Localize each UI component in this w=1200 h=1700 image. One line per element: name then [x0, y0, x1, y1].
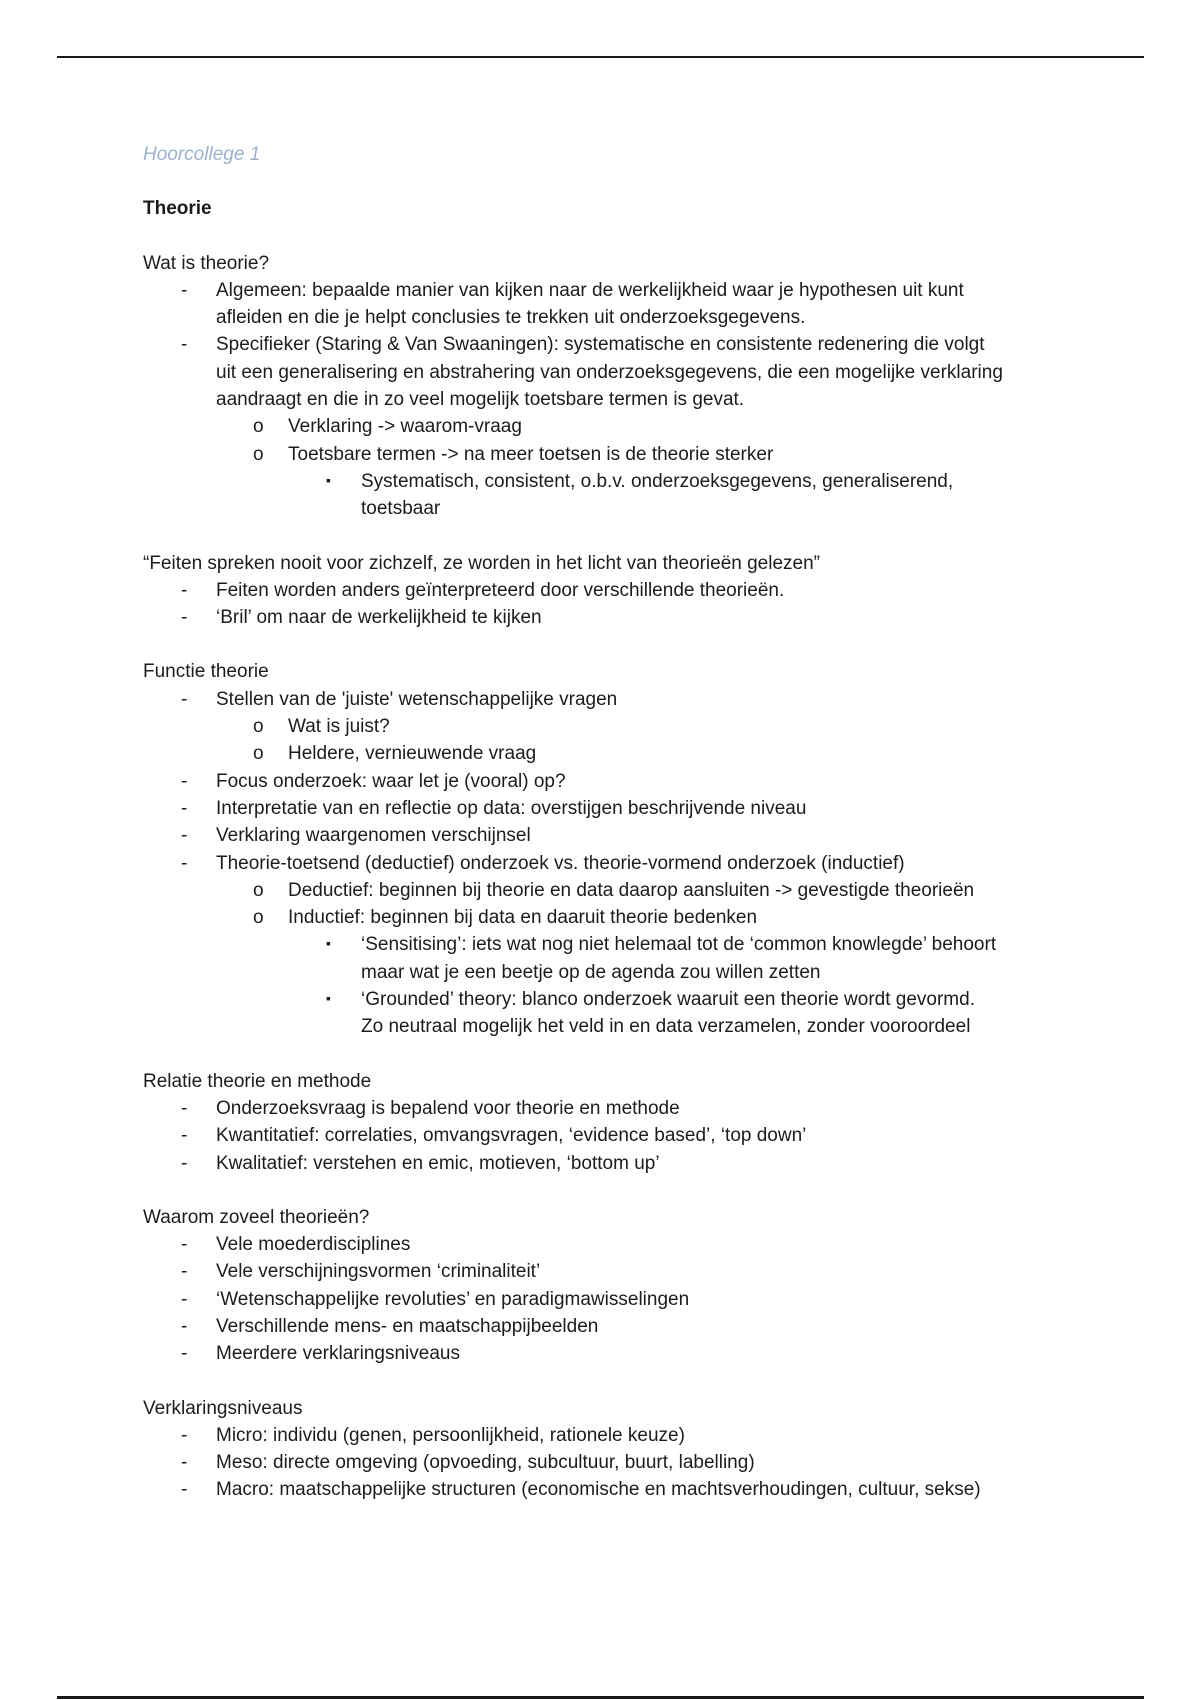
list-item [143, 850, 1103, 877]
spacer [143, 631, 1103, 658]
list-item-text: Focus onderzoek: waar let je (vooral) op? [216, 770, 566, 792]
list-item [143, 1122, 1103, 1149]
list-item [143, 1449, 1103, 1476]
bullet-marker: - [181, 1343, 188, 1365]
list-item-text: Inductief: beginnen bij data en daaruit theorie bedenken [288, 907, 758, 929]
list-item [143, 468, 1103, 523]
list-item-text: ‘Sensitising’: iets wat nog niet helemaal tot de ‘common knowlegde’ behoort [361, 934, 997, 956]
list-item [143, 1258, 1103, 1285]
list-item-text: Verklaring -> waarom-vraag [288, 416, 522, 438]
section [143, 658, 1103, 1040]
list-item [143, 1476, 1103, 1503]
bullet-marker: o [253, 716, 264, 738]
bullet-marker: - [181, 770, 188, 792]
list-item-text: uit een generalisering en abstrahering van onderzoeksgegevens, die een mogelijke verklaring [216, 361, 1003, 383]
bullet-marker: - [181, 607, 188, 629]
main-heading: Theorie [143, 198, 212, 220]
bullet-marker: - [181, 1261, 188, 1283]
bullet-marker: o [253, 443, 264, 465]
spacer [143, 1368, 1103, 1395]
list-item-text: Meerdere verklaringsniveaus [216, 1343, 460, 1365]
bullet-marker: - [181, 1424, 188, 1446]
list-item [143, 1422, 1103, 1449]
list-item [143, 277, 1103, 332]
list-item-text: afleiden en die je helpt conclusies te trekken uit onderzoeksgegevens. [216, 307, 806, 329]
section [143, 550, 1103, 632]
list-item-text: Vele moederdisciplines [216, 1234, 411, 1256]
bullet-marker: - [181, 579, 188, 601]
list-item-text: Meso: directe omgeving (opvoeding, subcultuur, buurt, labelling) [216, 1452, 755, 1474]
list-item-text: Verschillende mens- en maatschappijbeelden [216, 1315, 599, 1337]
bullet-marker: - [181, 1234, 188, 1256]
list-item [143, 904, 1103, 931]
document-body [143, 141, 1103, 1504]
list-item [143, 713, 1103, 740]
list-item [143, 986, 1103, 1041]
list-item [143, 441, 1103, 468]
section-title: Verklaringsniveaus [143, 1397, 303, 1419]
list-item-text: Feiten worden anders geïnterpreteerd door verschillende theorieën. [216, 579, 785, 601]
list-item-text: Specifieker (Staring & Van Swaaningen): systematische en consistente redenering die volgt [216, 334, 985, 356]
bullet-marker: ▪ [326, 990, 331, 1007]
list-item-text: Zo neutraal mogelijk het veld in en data verzamelen, zonder vooroordeel [361, 1016, 971, 1038]
list-item-text: maar wat je een beetje op de agenda zou willen zetten [361, 961, 821, 983]
bullet-marker: - [181, 1125, 188, 1147]
list-item-text: Kwalitatief: verstehen en emic, motieven, ‘bottom up’ [216, 1152, 660, 1174]
list-item-text: Heldere, vernieuwende vraag [288, 743, 537, 765]
spacer [143, 1041, 1103, 1068]
list-item [143, 1150, 1103, 1177]
list-item-text: aandraagt en die in zo veel mogelijk toetsbare termen is gevat. [216, 389, 745, 411]
section-title: “Feiten spreken nooit voor zichzelf, ze worden in het licht van theorieën gelezen” [143, 552, 820, 574]
list-item [143, 740, 1103, 767]
sections-container [143, 250, 1103, 1504]
bullet-marker: - [181, 1097, 188, 1119]
list-item [143, 413, 1103, 440]
bullet-marker: - [181, 688, 188, 710]
list-item-text: Deductief: beginnen bij theorie en data daarop aansluiten -> gevestigde theorieën [288, 879, 975, 901]
list-item-text: toetsbaar [361, 498, 441, 520]
list-item-text: ‘Bril’ om naar de werkelijkheid te kijken [216, 607, 542, 629]
bullet-marker: ▪ [326, 935, 331, 952]
list-item-text: ‘Grounded’ theory: blanco onderzoek waaruit een theorie wordt gevormd. [361, 989, 975, 1011]
section [143, 250, 1103, 523]
bullet-marker: o [253, 743, 264, 765]
bullet-marker: - [181, 1315, 188, 1337]
list-item-text: Onderzoeksvraag is bepalend voor theorie en methode [216, 1097, 680, 1119]
list-item-text: Interpretatie van en reflectie op data: overstijgen beschrijvende niveau [216, 797, 807, 819]
list-item [143, 604, 1103, 631]
bullet-marker: - [181, 1288, 188, 1310]
list-item-text: Stellen van de 'juiste' wetenschappelijke vragen [216, 688, 618, 710]
bullet-marker: o [253, 416, 264, 438]
list-item [143, 822, 1103, 849]
list-item-text: Algemeen: bepaalde manier van kijken naar de werkelijkheid waar je hypothesen uit kunt [216, 279, 964, 301]
section [143, 1395, 1103, 1504]
list-item [143, 1095, 1103, 1122]
list-item-text: Theorie-toetsend (deductief) onderzoek vs. theorie-vormend onderzoek (inductief) [216, 852, 905, 874]
lecture-title: Hoorcollege 1 [143, 144, 261, 165]
bullet-marker: - [181, 279, 188, 301]
list-item [143, 1340, 1103, 1367]
list-item-text: Vele verschijningsvormen ‘criminaliteit’ [216, 1261, 541, 1283]
bullet-marker: o [253, 879, 264, 901]
footer-rule [57, 1696, 1144, 1699]
list-item [143, 577, 1103, 604]
spacer [143, 168, 1103, 195]
bullet-marker: - [181, 334, 188, 356]
list-item [143, 331, 1103, 413]
list-item-text: Wat is juist? [288, 716, 390, 738]
list-item [143, 1313, 1103, 1340]
section-title: Wat is theorie? [143, 252, 270, 274]
bullet-marker: - [181, 1152, 188, 1174]
list-item-text: Micro: individu (genen, persoonlijkheid, rationele keuze) [216, 1424, 685, 1446]
bullet-marker: ▪ [326, 471, 331, 488]
list-item [143, 877, 1103, 904]
bullet-marker: o [253, 907, 264, 929]
list-item [143, 1231, 1103, 1258]
section [143, 1204, 1103, 1368]
section-title: Waarom zoveel theorieën? [143, 1206, 370, 1228]
list-item [143, 686, 1103, 713]
section-title: Functie theorie [143, 661, 269, 683]
bullet-marker: - [181, 1479, 188, 1501]
bullet-marker: - [181, 1452, 188, 1474]
list-item [143, 795, 1103, 822]
list-item [143, 1286, 1103, 1313]
list-item [143, 768, 1103, 795]
list-item-text: Macro: maatschappelijke structuren (economische en machtsverhoudingen, cultuur, sekse) [216, 1479, 981, 1501]
list-item-text: Systematisch, consistent, o.b.v. onderzoeksgegevens, generaliserend, [361, 470, 954, 492]
spacer [143, 523, 1103, 550]
bullet-marker: - [181, 797, 188, 819]
list-item-text: ‘Wetenschappelijke revoluties’ en paradigmawisselingen [216, 1288, 690, 1310]
section-title: Relatie theorie en methode [143, 1070, 372, 1092]
spacer [143, 223, 1103, 250]
list-item [143, 931, 1103, 986]
spacer [143, 1177, 1103, 1204]
list-item-text: Verklaring waargenomen verschijnsel [216, 825, 531, 847]
bullet-marker: - [181, 852, 188, 874]
list-item-text: Toetsbare termen -> na meer toetsen is de theorie sterker [288, 443, 774, 465]
bullet-marker: - [181, 825, 188, 847]
section [143, 1068, 1103, 1177]
header-rule [57, 56, 1144, 58]
list-item-text: Kwantitatief: correlaties, omvangsvragen, ‘evidence based’, ‘top down’ [216, 1125, 807, 1147]
